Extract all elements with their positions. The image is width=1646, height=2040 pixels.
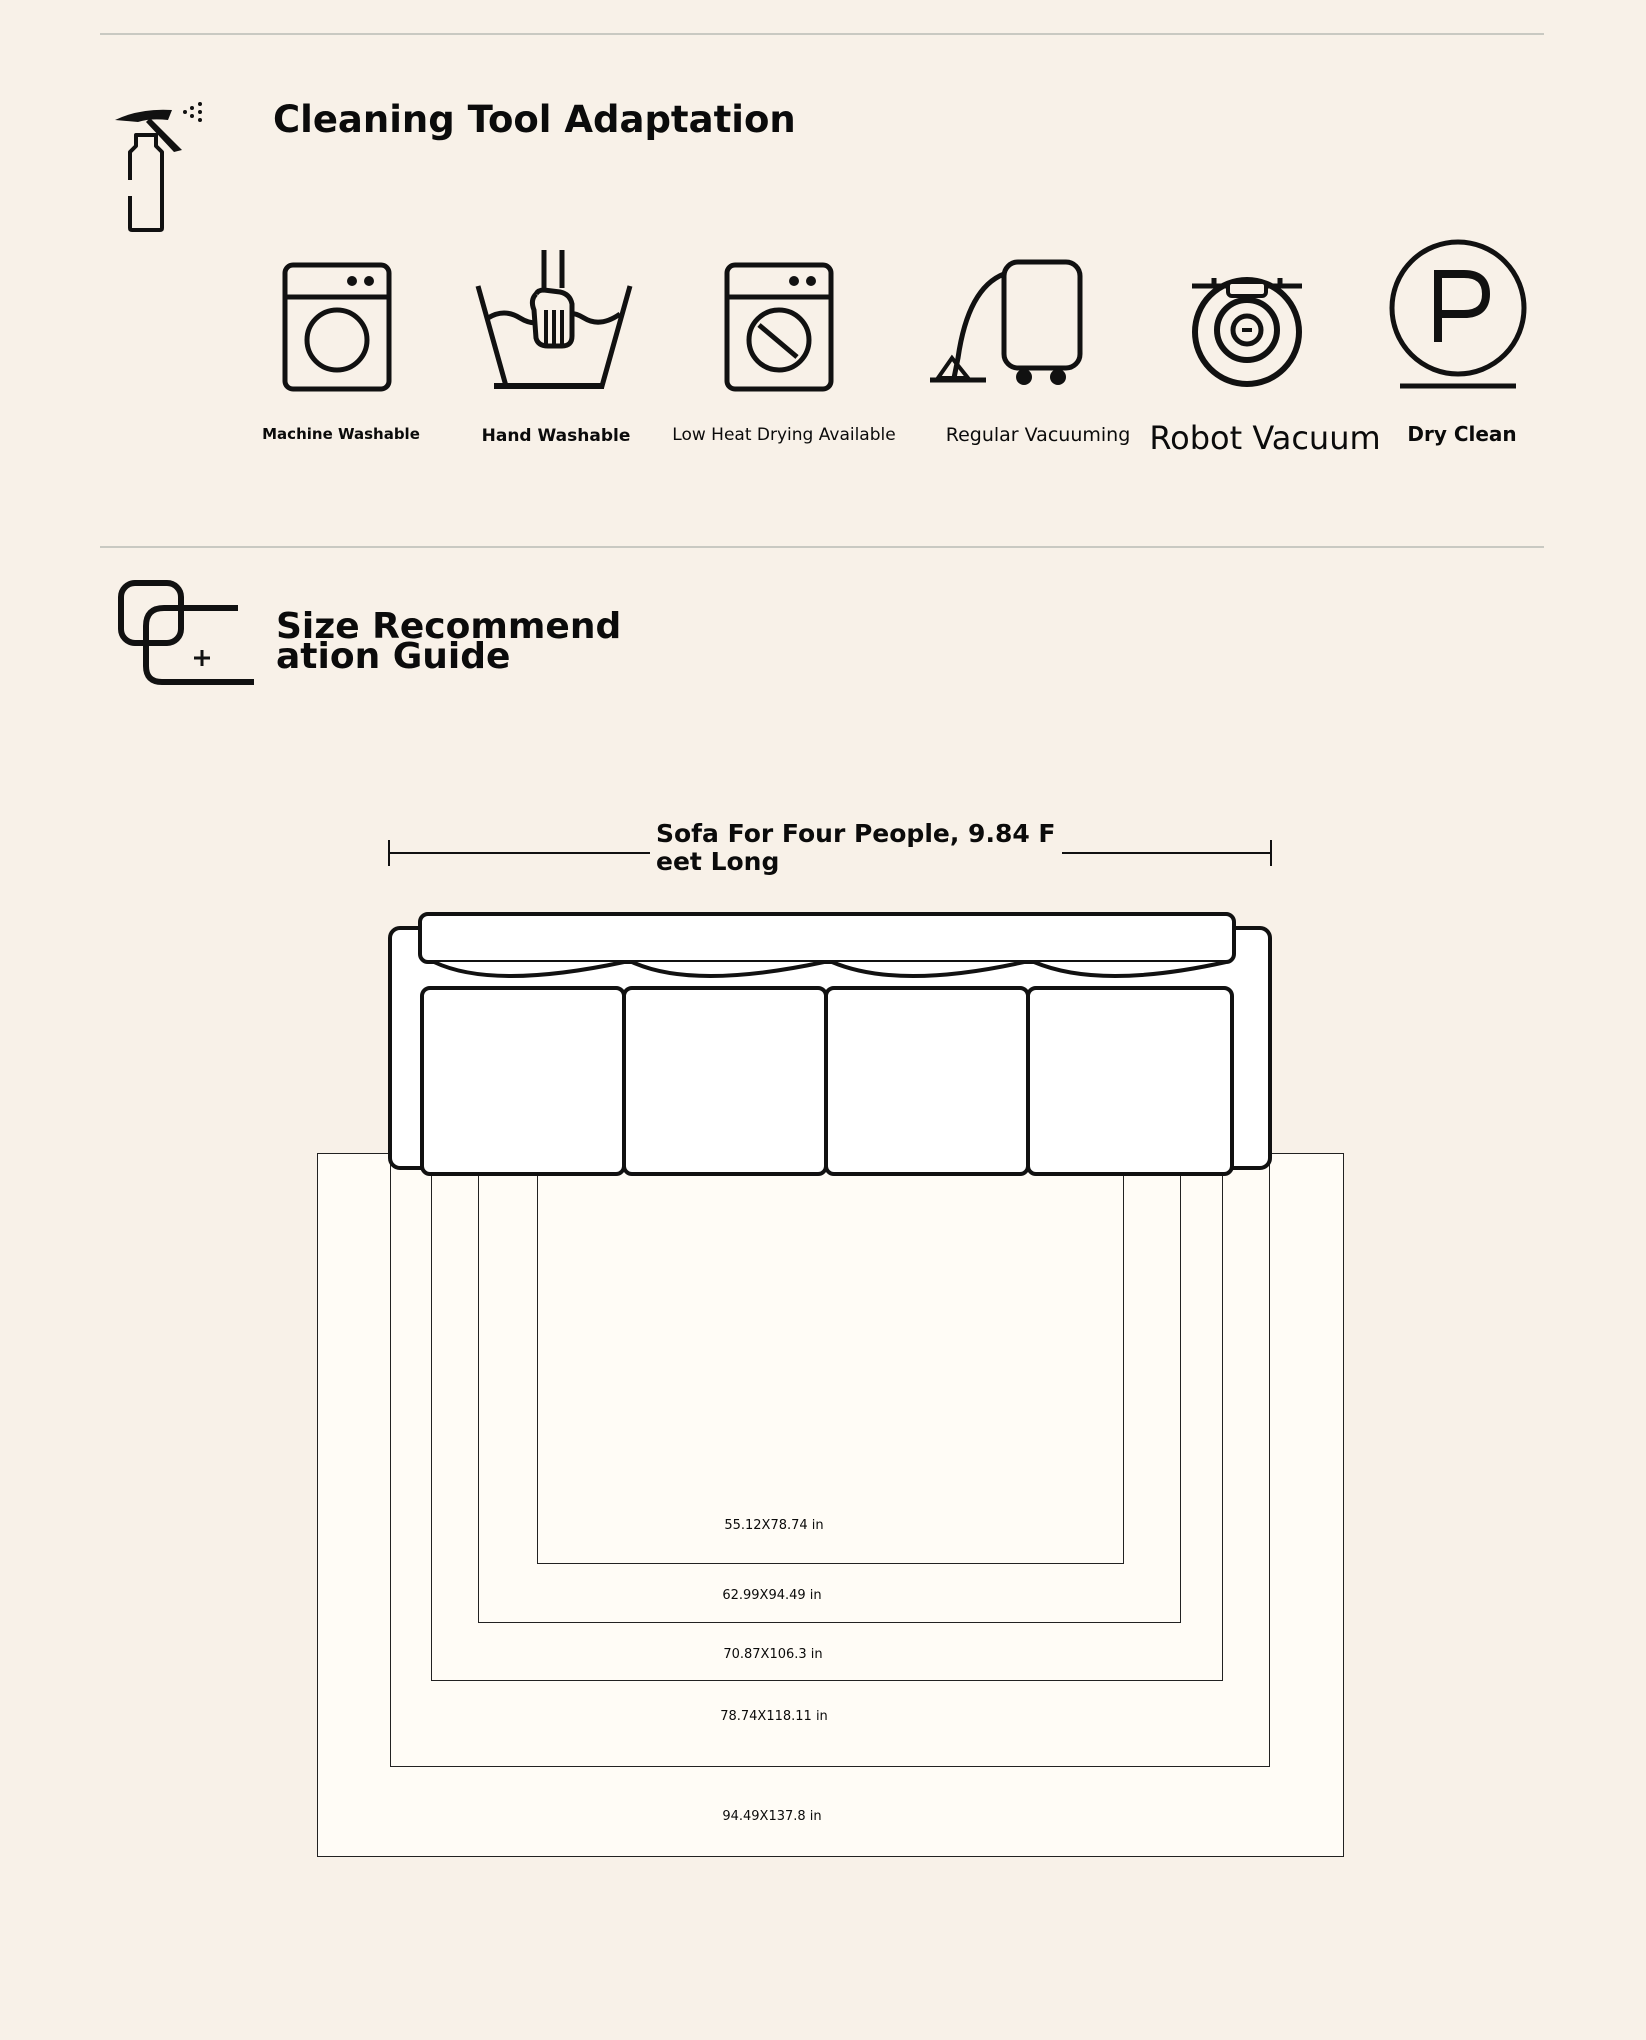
care-label-low-heat-drying: Low Heat Drying Available bbox=[672, 425, 896, 445]
size-guide-title bbox=[276, 606, 622, 677]
dry-clean-icon bbox=[1388, 238, 1528, 390]
rug-size-label-1: 55.12X78.74 in bbox=[724, 1518, 824, 1533]
top-divider bbox=[100, 33, 1544, 35]
robot-vacuum-icon bbox=[1186, 268, 1308, 390]
vacuum-cleaner-icon bbox=[928, 258, 1083, 390]
overlapping-squares-plus-icon bbox=[118, 580, 258, 686]
care-label-hand-washable: Hand Washable bbox=[481, 426, 631, 446]
middle-divider bbox=[100, 546, 1544, 548]
size-guide-title-line1: Size Recommend bbox=[276, 606, 622, 647]
sofa-top-view bbox=[388, 912, 1272, 1178]
care-label-robot-vacuum: Robot Vacuum bbox=[1149, 419, 1381, 457]
low-heat-dryer-icon bbox=[725, 263, 835, 391]
sofa-length-label bbox=[650, 818, 1062, 878]
rug-size-label-5: 94.49X137.8 in bbox=[722, 1809, 822, 1824]
sofa-length-tick-right bbox=[1270, 840, 1272, 866]
size-guide-title-line2: ation Guide bbox=[276, 636, 511, 677]
rug-size-label-2: 62.99X94.49 in bbox=[722, 1588, 822, 1603]
sofa-length-label-line1: Sofa For Four People, 9.84 F bbox=[656, 819, 1056, 848]
care-label-regular-vacuuming: Regular Vacuuming bbox=[945, 424, 1131, 446]
sofa-length-tick-left bbox=[388, 840, 390, 866]
hand-wash-icon bbox=[474, 248, 634, 390]
sofa-length-label-line2: eet Long bbox=[656, 847, 780, 876]
rug-size-1 bbox=[537, 1150, 1124, 1564]
rug-size-label-4: 78.74X118.11 in bbox=[720, 1709, 828, 1724]
rug-size-label-3: 70.87X106.3 in bbox=[723, 1647, 823, 1662]
cleaning-section-title: Cleaning Tool Adaptation bbox=[273, 98, 796, 141]
washing-machine-icon bbox=[283, 263, 393, 391]
care-label-dry-clean: Dry Clean bbox=[1407, 422, 1517, 446]
care-label-machine-washable: Machine Washable bbox=[262, 425, 420, 443]
spray-bottle-icon bbox=[110, 100, 210, 235]
